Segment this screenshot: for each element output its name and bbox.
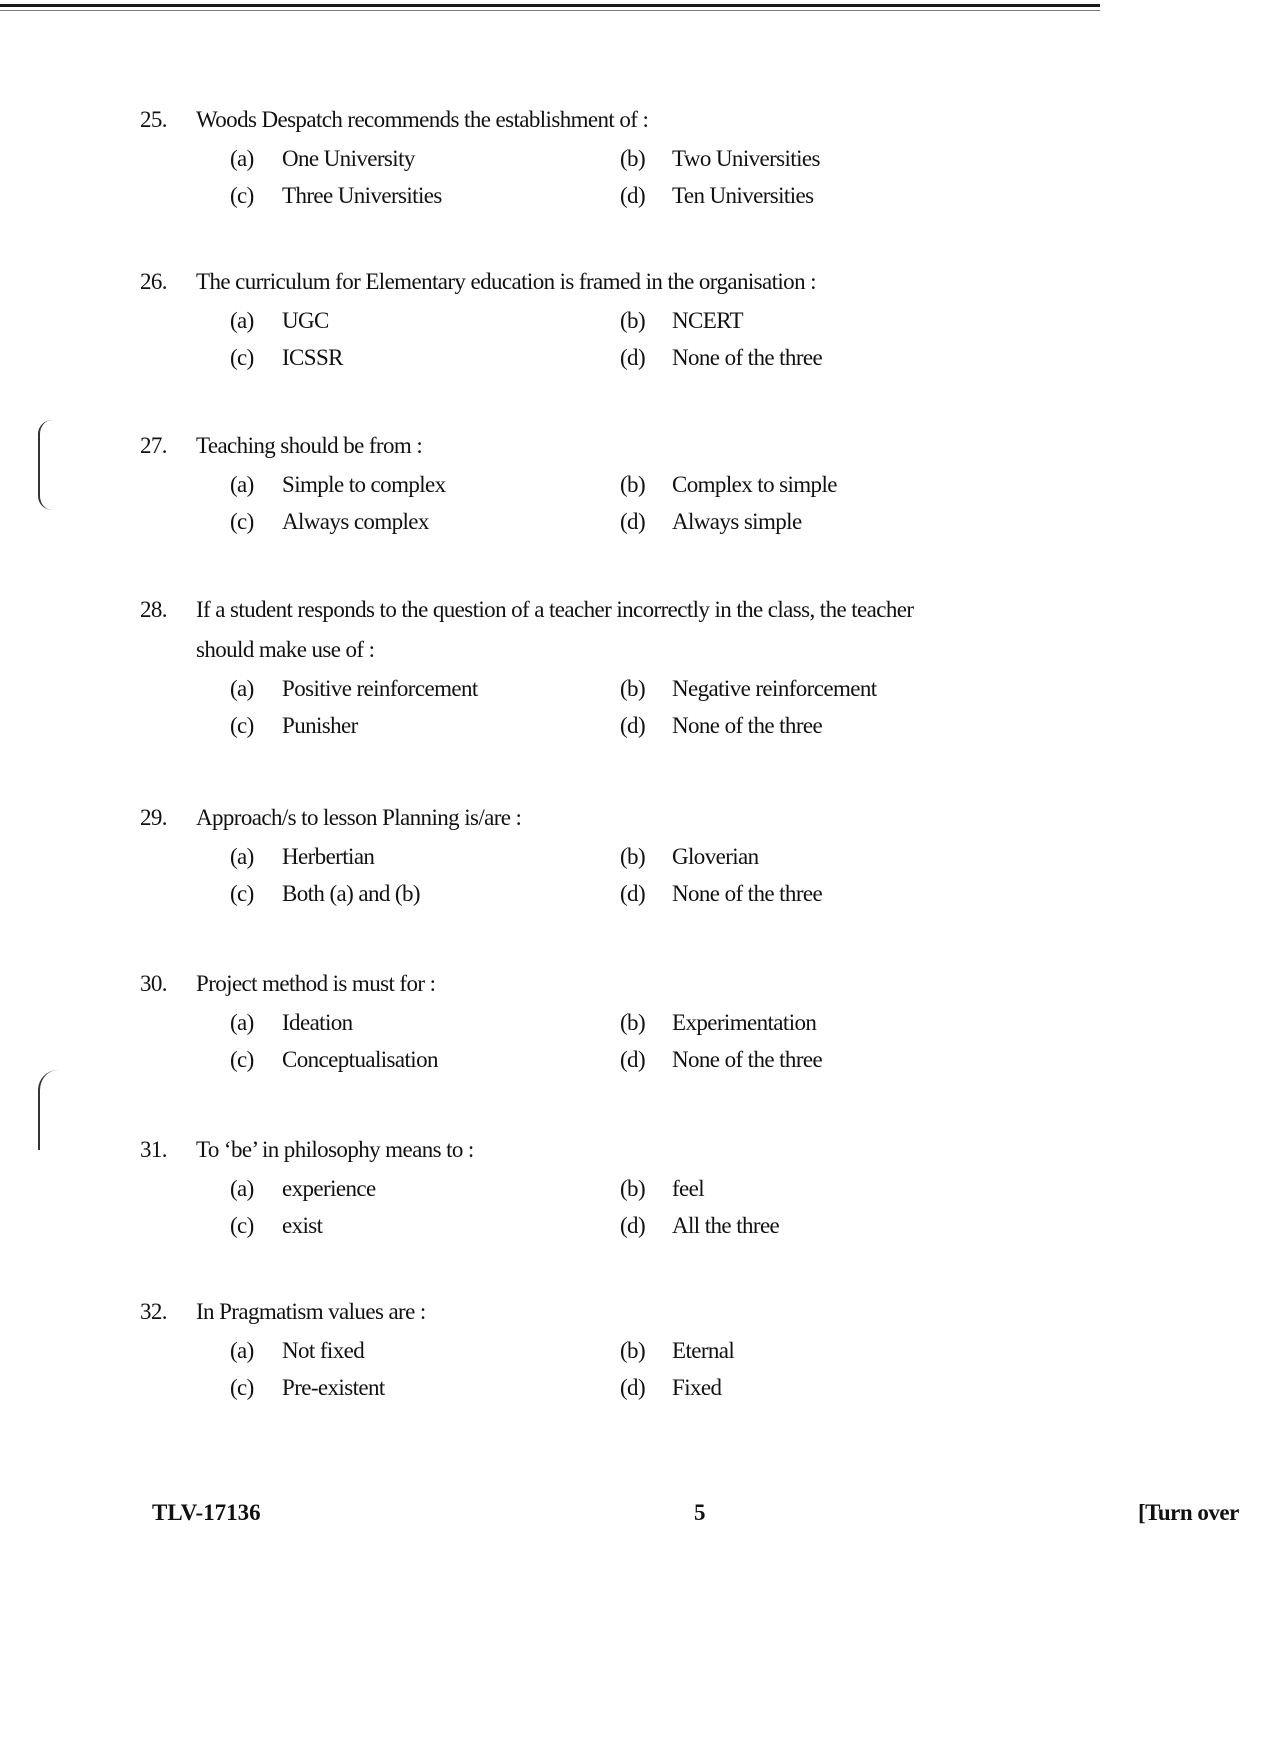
header-rule [0, 4, 1100, 7]
option-text: Simple to complex [282, 472, 446, 497]
question-number: 31. [140, 1137, 167, 1162]
question-number: 25. [140, 107, 167, 132]
option-letter: (c) [230, 1213, 254, 1238]
question-text: Project method is must for : [196, 971, 436, 996]
option-text: Negative reinforcement [672, 676, 877, 701]
option-letter: (d) [620, 345, 646, 370]
question-number: 26. [140, 269, 167, 294]
option-text: Pre-existent [282, 1375, 385, 1400]
option-grid [140, 1332, 1020, 1406]
option-b [620, 1170, 1020, 1207]
option-text: Ten Universities [672, 183, 814, 208]
option-letter: (d) [620, 1213, 646, 1238]
option-grid [140, 140, 1020, 214]
option-letter: (b) [620, 146, 646, 171]
option-letter: (a) [230, 1010, 254, 1035]
option-a [230, 302, 620, 339]
option-c [230, 503, 620, 540]
page-number: 5 [694, 1500, 706, 1525]
option-b [620, 466, 1020, 503]
question-number: 32. [140, 1299, 167, 1324]
option-text: Eternal [672, 1338, 735, 1363]
option-letter: (b) [620, 1338, 646, 1363]
option-grid [140, 1004, 1020, 1078]
option-b [620, 302, 1020, 339]
option-letter: (a) [230, 1338, 254, 1363]
option-letter: (d) [620, 183, 646, 208]
option-text: One University [282, 146, 415, 171]
option-letter: (a) [230, 676, 254, 701]
option-letter: (d) [620, 509, 646, 534]
option-letter: (b) [620, 472, 646, 497]
option-c [230, 875, 620, 912]
margin-bracket-mark [38, 420, 64, 510]
question-number: 28. [140, 597, 167, 622]
option-text: Three Universities [282, 183, 442, 208]
option-b [620, 670, 1020, 707]
option-text: Gloverian [672, 844, 759, 869]
option-letter: (d) [620, 713, 646, 738]
option-text: None of the three [672, 345, 823, 370]
option-c [230, 707, 620, 744]
option-text: ICSSR [282, 345, 343, 370]
option-letter: (c) [230, 713, 254, 738]
option-c [230, 177, 620, 214]
question-number: 29. [140, 805, 167, 830]
option-text: Always complex [282, 509, 429, 534]
option-a [230, 1332, 620, 1369]
option-text: None of the three [672, 713, 823, 738]
option-b [620, 838, 1020, 875]
option-a [230, 1170, 620, 1207]
option-letter: (a) [230, 1176, 254, 1201]
option-c [230, 339, 620, 376]
option-letter: (b) [620, 844, 646, 869]
option-letter: (c) [230, 881, 254, 906]
question-text: In Pragmatism values are : [196, 1299, 426, 1324]
option-text: NCERT [672, 308, 744, 333]
option-grid [140, 1170, 1020, 1244]
option-letter: (c) [230, 1375, 254, 1400]
header-rule-thin [0, 10, 1100, 11]
option-grid [140, 466, 1020, 540]
question-29 [140, 798, 1020, 912]
question-text-continued: should make use of : [196, 637, 375, 662]
option-grid [140, 302, 1020, 376]
option-letter: (b) [620, 676, 646, 701]
option-text: Herbertian [282, 844, 375, 869]
option-letter: (a) [230, 472, 254, 497]
option-letter: (d) [620, 1047, 646, 1072]
turn-over-note: [Turn over [1138, 1500, 1239, 1525]
question-text: The curriculum for Elementary education is framed in the organisation : [196, 269, 816, 294]
option-letter: (c) [230, 345, 254, 370]
question-number: 30. [140, 971, 167, 996]
question-27 [140, 426, 1020, 540]
question-32 [140, 1292, 1020, 1406]
option-b [620, 1332, 1020, 1369]
question-text: Woods Despatch recommends the establishment of : [196, 107, 649, 132]
paper-code: TLV-17136 [152, 1500, 261, 1525]
option-letter: (c) [230, 183, 254, 208]
question-26 [140, 262, 1020, 376]
option-letter: (c) [230, 509, 254, 534]
option-c [230, 1041, 620, 1078]
option-d [620, 1207, 1020, 1244]
option-letter: (a) [230, 308, 254, 333]
option-letter: (c) [230, 1047, 254, 1072]
option-grid [140, 670, 1020, 744]
option-a [230, 1004, 620, 1041]
option-text: Both (a) and (b) [282, 881, 420, 906]
option-a [230, 466, 620, 503]
option-letter: (a) [230, 844, 254, 869]
option-a [230, 670, 620, 707]
option-d [620, 339, 1020, 376]
option-letter: (b) [620, 1010, 646, 1035]
question-text: Approach/s to lesson Planning is/are : [196, 805, 522, 830]
question-text: To ‘be’ in philosophy means to : [196, 1137, 474, 1162]
option-d [620, 503, 1020, 540]
option-text: Punisher [282, 713, 358, 738]
option-c [230, 1207, 620, 1244]
option-b [620, 140, 1020, 177]
question-30 [140, 964, 1020, 1078]
question-31 [140, 1130, 1020, 1244]
option-letter: (d) [620, 1375, 646, 1400]
option-letter: (b) [620, 1176, 646, 1201]
option-text: Experimentation [672, 1010, 817, 1035]
option-d [620, 875, 1020, 912]
option-text: exist [282, 1213, 323, 1238]
option-b [620, 1004, 1020, 1041]
question-text: If a student responds to the question of a teacher incorrectly in the class, the teacher [196, 597, 914, 622]
option-d [620, 1041, 1020, 1078]
option-text: None of the three [672, 881, 823, 906]
option-text: Positive reinforcement [282, 676, 478, 701]
question-text: Teaching should be from : [196, 433, 423, 458]
option-letter: (d) [620, 881, 646, 906]
option-text: Ideation [282, 1010, 353, 1035]
option-text: Always simple [672, 509, 802, 534]
option-letter: (b) [620, 308, 646, 333]
question-number: 27. [140, 433, 167, 458]
margin-bracket-mark-2 [38, 1070, 64, 1150]
question-28 [140, 590, 1020, 744]
option-text: Conceptualisation [282, 1047, 438, 1072]
option-a [230, 838, 620, 875]
option-text: All the three [672, 1213, 780, 1238]
option-grid [140, 838, 1020, 912]
option-text: feel [672, 1176, 705, 1201]
option-text: Complex to simple [672, 472, 837, 497]
question-25 [140, 100, 1020, 214]
option-text: experience [282, 1176, 376, 1201]
option-a [230, 140, 620, 177]
option-text: None of the three [672, 1047, 823, 1072]
option-d [620, 1369, 1020, 1406]
option-d [620, 707, 1020, 744]
option-text: Two Universities [672, 146, 820, 171]
option-d [620, 177, 1020, 214]
option-text: UGC [282, 308, 329, 333]
option-letter: (a) [230, 146, 254, 171]
option-text: Not fixed [282, 1338, 365, 1363]
option-text: Fixed [672, 1375, 722, 1400]
option-c [230, 1369, 620, 1406]
